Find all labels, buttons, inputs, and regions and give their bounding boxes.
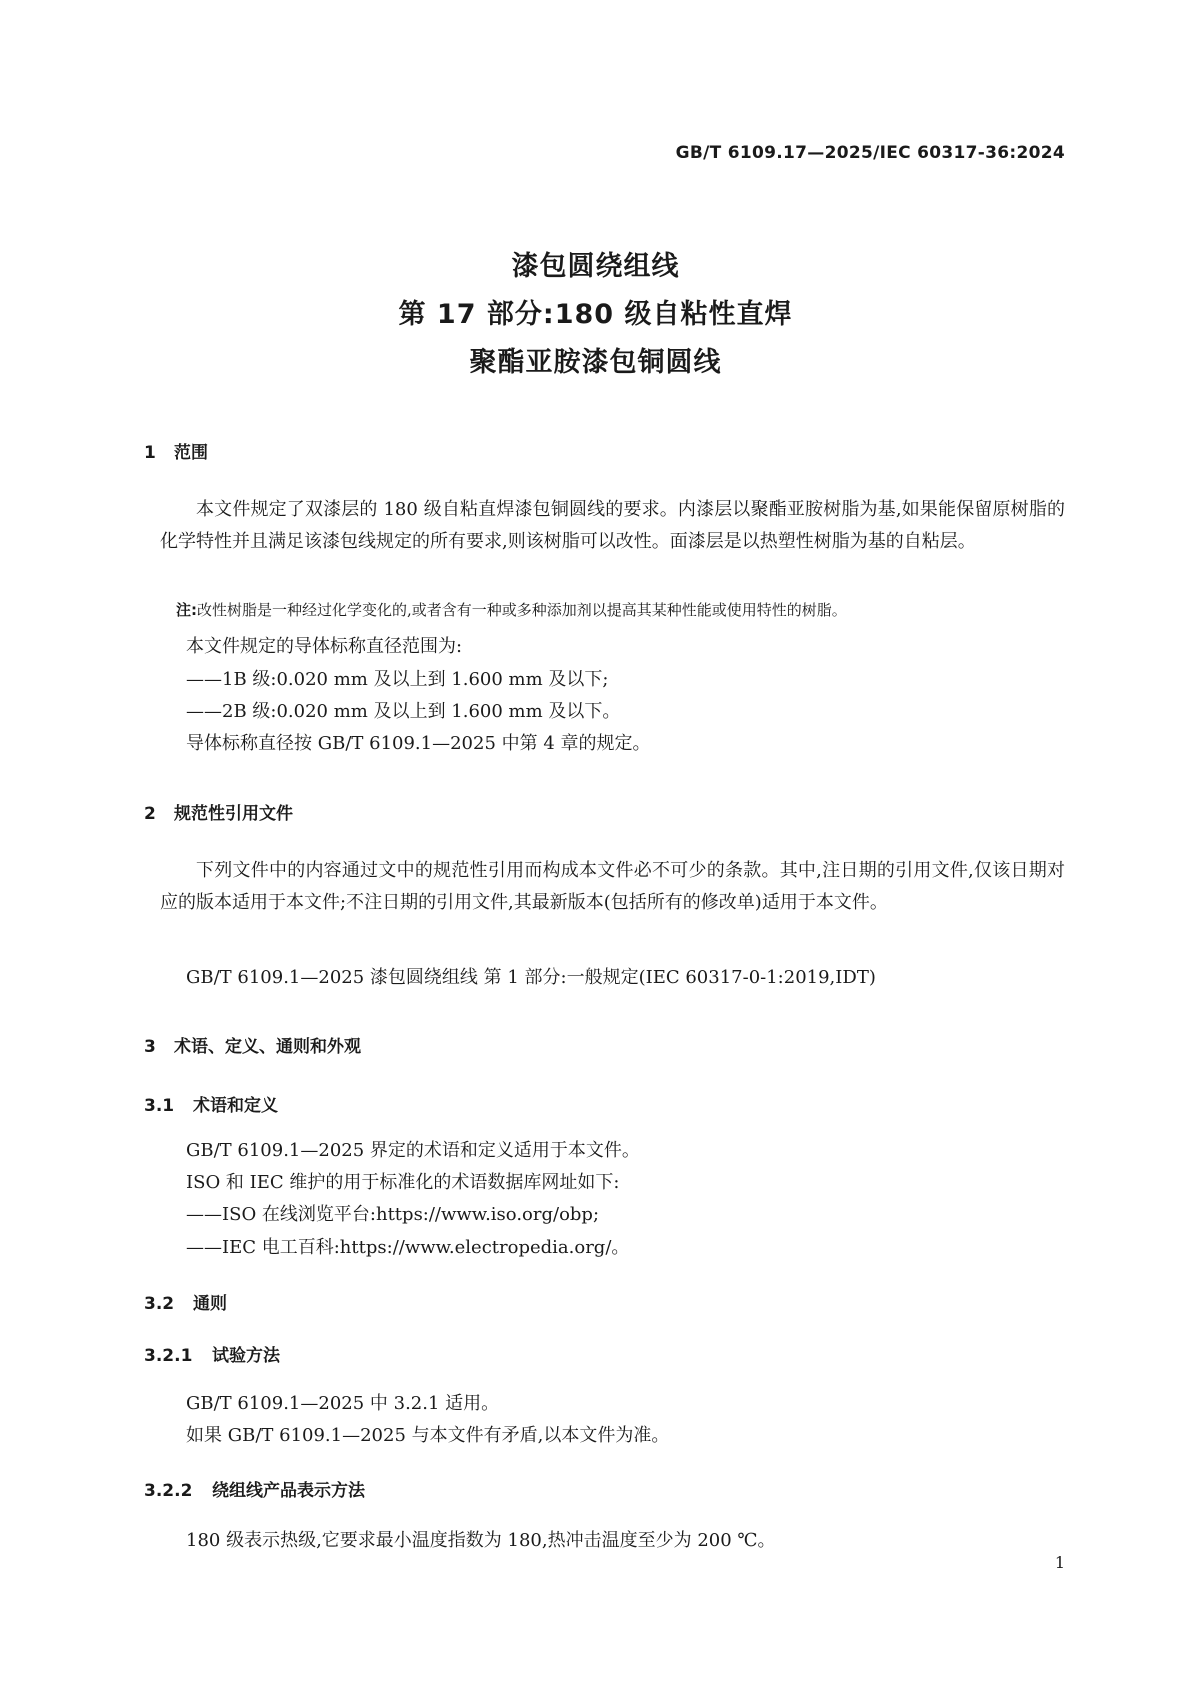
electropedia-link: ——IEC 电工百科:https://www.electropedia.org/。 xyxy=(186,1237,630,1258)
section-3-2-1-line-1: GB/T 6109.1—2025 中 3.2.1 适用。 xyxy=(186,1393,500,1414)
section-1-note xyxy=(176,599,847,620)
section-number: 3.2.1 xyxy=(144,1346,193,1366)
section-3-2-2-heading xyxy=(144,1476,365,1501)
section-title: 规范性引用文件 xyxy=(174,804,293,824)
section-title: 术语、定义、通则和外观 xyxy=(174,1037,361,1057)
section-2-paragraph-1 xyxy=(160,855,1065,919)
section-1-heading xyxy=(144,438,208,463)
section-3-2-heading xyxy=(144,1289,227,1314)
section-3-2-1-line-2: 如果 GB/T 6109.1—2025 与本文件有矛盾,以本文件为准。 xyxy=(186,1425,670,1446)
section-1-paragraph-2: 本文件规定的导体标称直径范围为: xyxy=(186,636,463,657)
section-number: 3.2 xyxy=(144,1294,175,1314)
section-title: 范围 xyxy=(174,443,208,463)
paragraph-text: 本文件规定了双漆层的 180 级自粘直焊漆包铜圆线的要求。内漆层以聚酯亚胺树脂为基,如果能保留原树脂的化学特性并且满足该漆包线规定的所有要求,则该树脂可以改性。面漆层是以热塑性树脂为基的自粘层。 xyxy=(160,499,1065,552)
standard-code: GB/T 6109.17—2025/IEC 60317-36:2024 xyxy=(675,143,1065,163)
section-number: 1 xyxy=(144,443,156,463)
page-number: 1 xyxy=(1054,1553,1065,1572)
section-2-heading xyxy=(144,799,293,824)
note-text: 改性树脂是一种经过化学变化的,或者含有一种或多种添加剂以提高其某种性能或使用特性的树脂。 xyxy=(197,601,847,619)
section-number: 3.2.2 xyxy=(144,1481,193,1501)
title-line-1: 漆包圆绕组线 xyxy=(511,251,680,282)
section-title: 通则 xyxy=(193,1294,227,1314)
iso-obp-link: ——ISO 在线浏览平台:https://www.iso.org/obp; xyxy=(186,1204,600,1225)
section-3-2-1-heading xyxy=(144,1341,280,1366)
section-number: 3 xyxy=(144,1037,156,1057)
section-3-1-heading xyxy=(144,1091,278,1116)
section-title: 术语和定义 xyxy=(193,1096,278,1116)
section-title: 绕组线产品表示方法 xyxy=(212,1481,365,1501)
section-3-1-line-2: ISO 和 IEC 维护的用于标准化的术语数据库网址如下: xyxy=(186,1172,620,1193)
list-item-1b: ——1B 级:0.020 mm 及以上到 1.600 mm 及以下; xyxy=(186,669,609,690)
normative-reference-1: GB/T 6109.1—2025 漆包圆绕组线 第 1 部分:一般规定(IEC 60317-0-1:2019,IDT) xyxy=(186,967,876,988)
section-title: 试验方法 xyxy=(212,1346,280,1366)
list-item-2b: ——2B 级:0.020 mm 及以上到 1.600 mm 及以下。 xyxy=(186,701,621,722)
paragraph-text: 下列文件中的内容通过文中的规范性引用而构成本文件必不可少的条款。其中,注日期的引用文件,仅该日期对应的版本适用于本文件;不注日期的引用文件,其最新版本(包括所有的修改单)适用于本文件。 xyxy=(160,860,1065,913)
section-number: 2 xyxy=(144,804,156,824)
title-line-3: 聚酯亚胺漆包铜圆线 xyxy=(469,347,722,378)
section-number: 3.1 xyxy=(144,1096,175,1116)
section-1-paragraph-3: 导体标称直径按 GB/T 6109.1—2025 中第 4 章的规定。 xyxy=(186,733,651,754)
section-3-1-line-1: GB/T 6109.1—2025 界定的术语和定义适用于本文件。 xyxy=(186,1140,640,1161)
section-3-heading xyxy=(144,1032,361,1057)
section-3-2-2-line-1: 180 级表示热级,它要求最小温度指数为 180,热冲击温度至少为 200 ℃。 xyxy=(186,1530,776,1551)
note-label: 注: xyxy=(176,601,197,619)
section-1-paragraph-1 xyxy=(160,494,1065,558)
title-line-2: 第 17 部分:180 级自粘性直焊 xyxy=(398,299,793,330)
